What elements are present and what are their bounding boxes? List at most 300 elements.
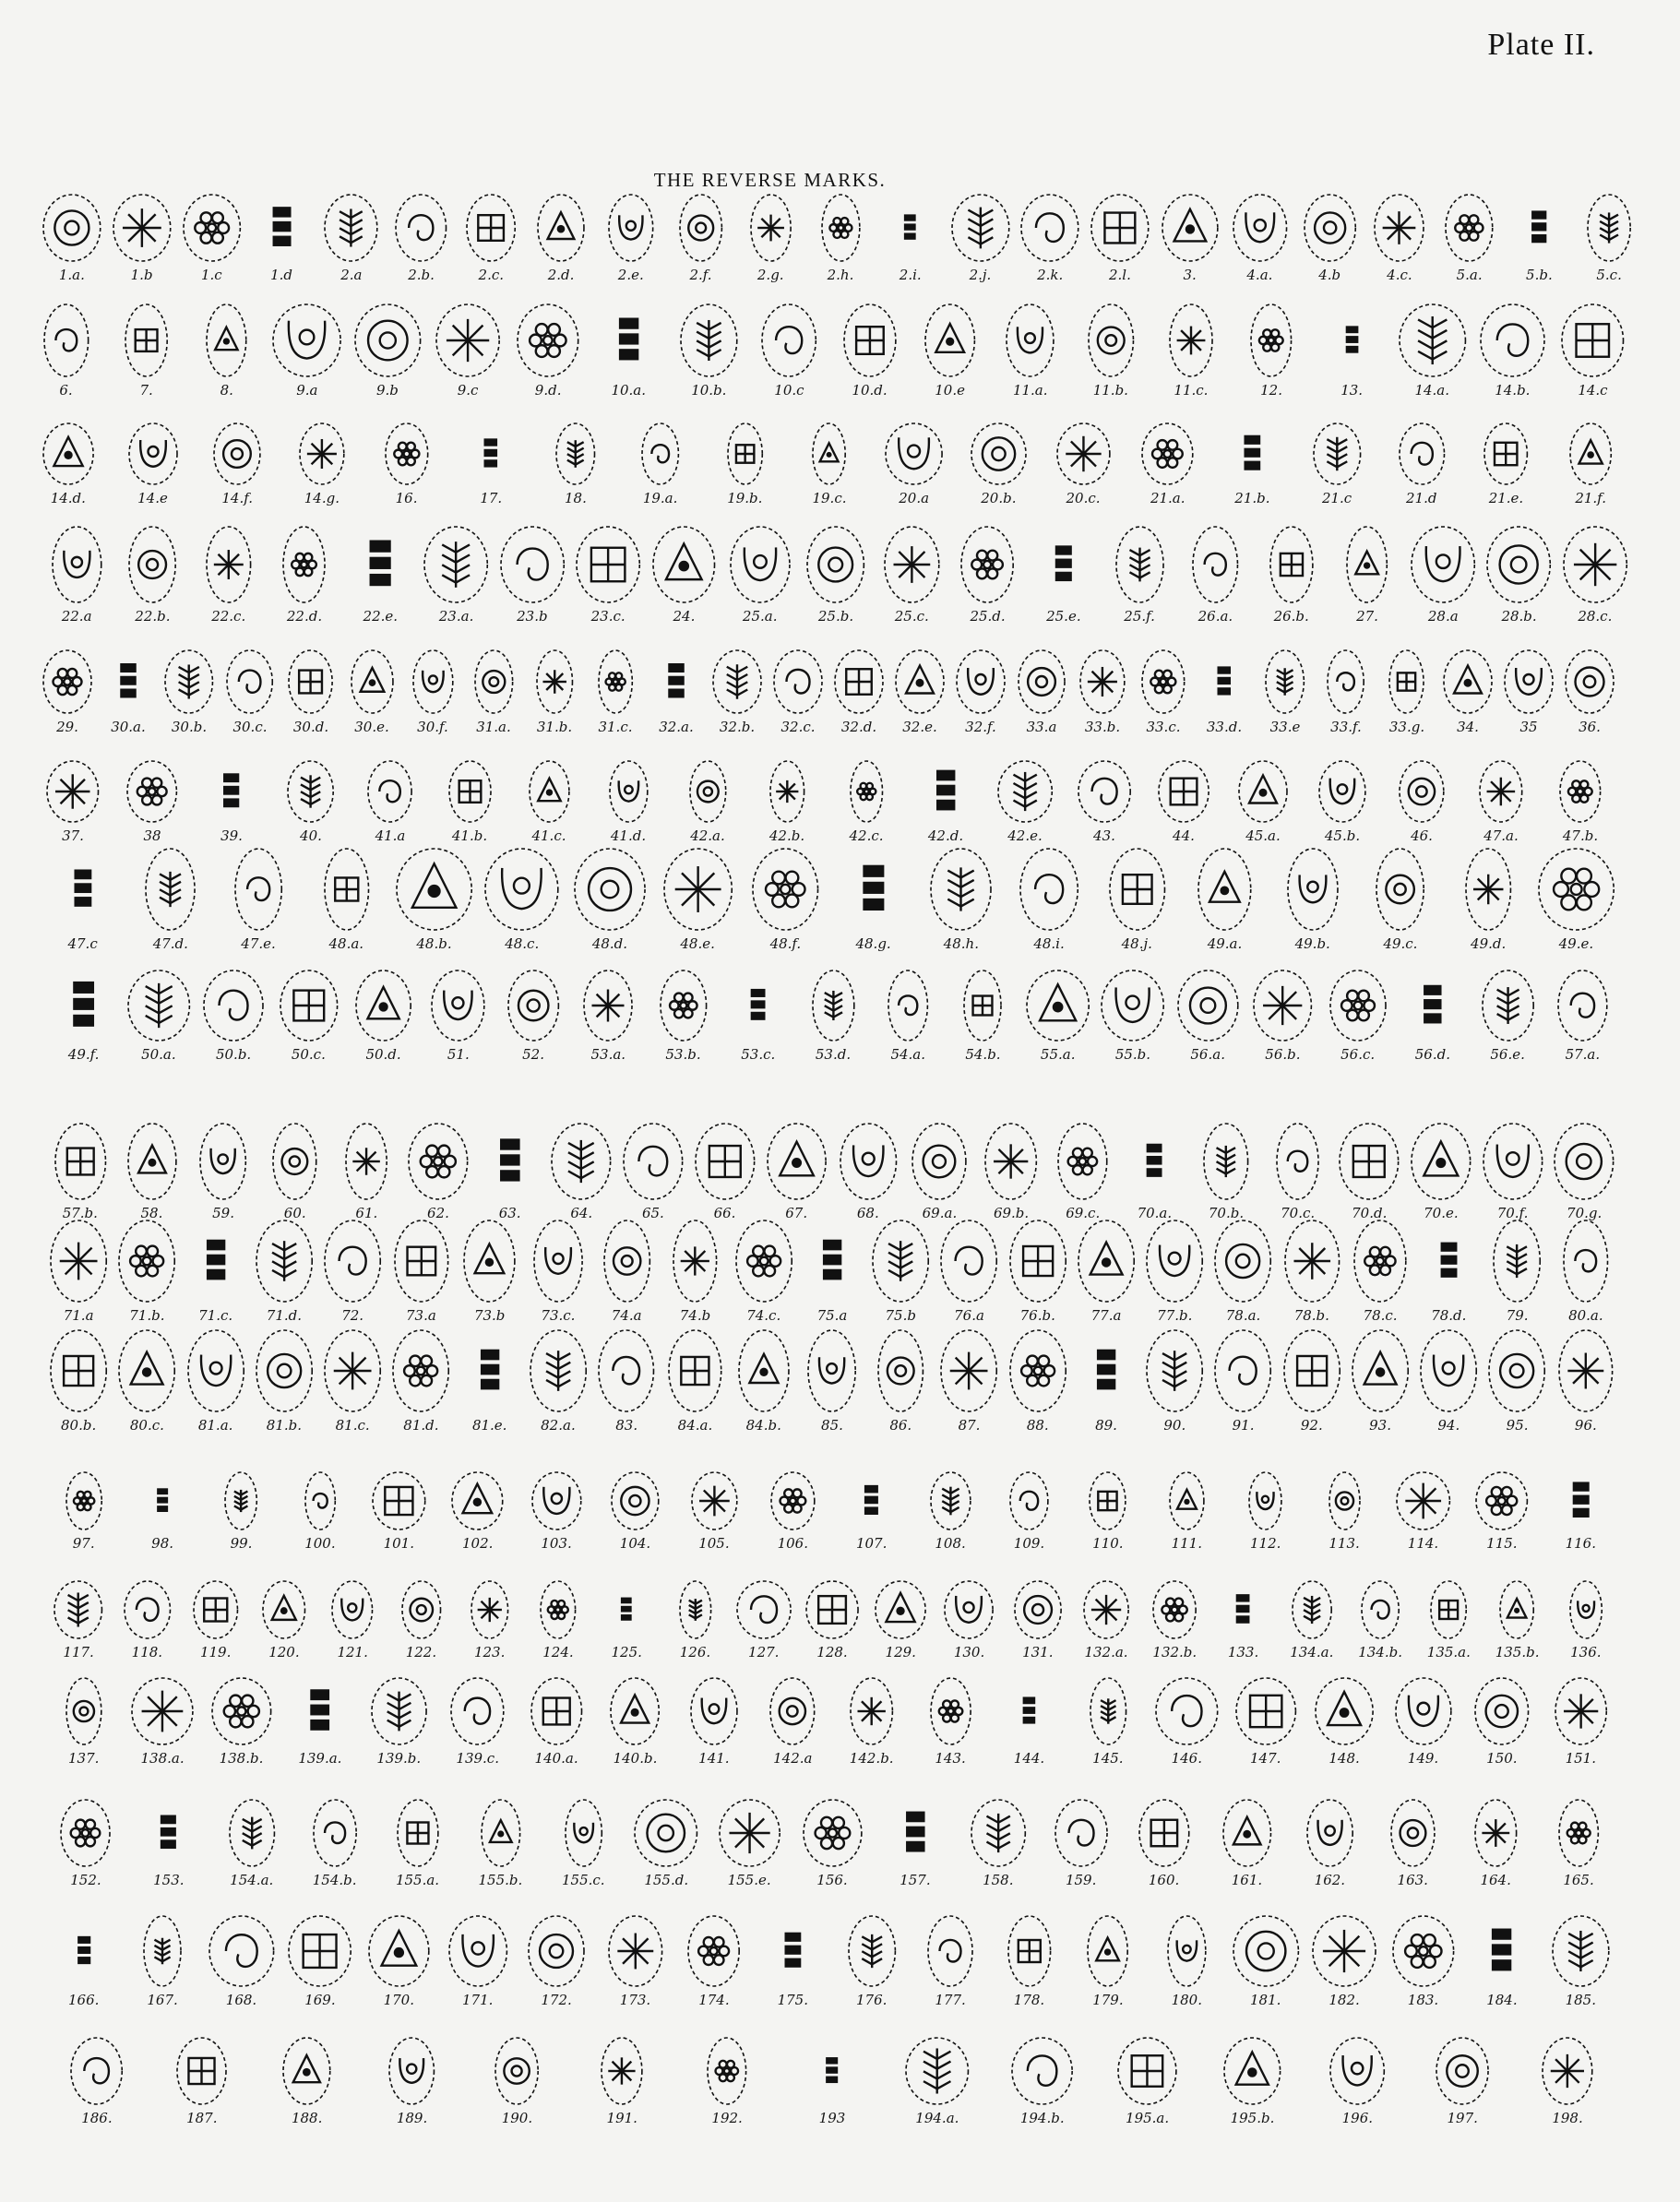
- reverse-mark: [1564, 649, 1615, 735]
- reverse-mark: [1515, 193, 1563, 283]
- mark-glyph: [608, 1579, 645, 1640]
- mark-label: 37.: [62, 827, 84, 844]
- mark-label: 2.f.: [689, 267, 712, 283]
- mark-glyph: [820, 193, 862, 263]
- reverse-mark: [465, 193, 517, 283]
- reverse-mark: [1404, 969, 1461, 1063]
- reverse-mark: [1249, 303, 1293, 399]
- reverse-mark: [803, 1219, 862, 1324]
- reverse-mark: [1537, 847, 1615, 952]
- reverse-mark: [323, 1219, 382, 1324]
- mark-glyph: [1395, 1470, 1451, 1531]
- reverse-mark: [287, 1914, 352, 2008]
- reverse-mark: [1008, 1328, 1067, 1434]
- mark-label: 135.a.: [1426, 1644, 1471, 1660]
- mark-glyph: [430, 969, 486, 1042]
- mark-glyph: [42, 649, 93, 715]
- mark-label: 14.f.: [221, 490, 254, 506]
- mark-glyph: [1056, 1122, 1109, 1201]
- mark-glyph: [255, 1328, 314, 1413]
- reverse-mark: [1129, 1122, 1179, 1221]
- reverse-mark: [1176, 969, 1240, 1063]
- mark-label: 2.c.: [478, 267, 505, 283]
- mark-label: 82.a.: [541, 1417, 576, 1434]
- plate-title: THE REVERSE MARKS.: [653, 169, 887, 191]
- mark-label: 54.a.: [890, 1046, 926, 1063]
- mark-glyph: [123, 1579, 172, 1640]
- mark-glyph: [1410, 525, 1476, 604]
- mark-label: 9.a: [296, 382, 318, 399]
- mark-label: 135.b.: [1495, 1644, 1540, 1660]
- reverse-mark: [347, 525, 413, 625]
- reverse-mark: [186, 1328, 245, 1434]
- mark-label: 48.a.: [328, 935, 364, 952]
- mark-glyph: [391, 1328, 450, 1413]
- mark-glyph: [751, 847, 820, 932]
- reverse-mark: [1557, 1798, 1600, 1888]
- mark-glyph: [527, 1914, 586, 1988]
- mark-glyph: [130, 1676, 195, 1746]
- reverse-mark: [1562, 525, 1628, 625]
- mark-glyph: [690, 1470, 739, 1531]
- reverse-mark: [849, 759, 885, 844]
- reverse-mark: [904, 2036, 970, 2126]
- mark-glyph: [1303, 193, 1357, 263]
- reverse-mark: [298, 422, 346, 506]
- reverse-mark: [734, 1219, 793, 1324]
- reverse-mark: [876, 1328, 924, 1434]
- reverse-mark: [805, 525, 865, 625]
- mark-glyph: [1037, 525, 1090, 604]
- reverse-mark: [766, 1122, 828, 1221]
- reverse-mark: [279, 969, 340, 1063]
- mark-label: 14.c: [1578, 382, 1608, 399]
- reverse-mark: [839, 1122, 899, 1221]
- mark-label: 33.e: [1269, 719, 1301, 735]
- mark-glyph: [225, 649, 274, 715]
- reverse-mark: [1551, 1914, 1611, 2008]
- mark-label: 6.: [59, 382, 73, 399]
- mark-glyph: [767, 1914, 819, 1988]
- reverse-mark: [1269, 525, 1315, 625]
- mark-glyph: [1398, 422, 1447, 486]
- mark-glyph: [1191, 525, 1239, 604]
- reverse-mark: [929, 847, 993, 952]
- mark-label: 141.: [698, 1750, 730, 1767]
- mark-label: 47.b.: [1562, 827, 1599, 844]
- reverse-mark: [1151, 1579, 1197, 1660]
- reverse-mark: [706, 2036, 748, 2126]
- mark-label: 140.a.: [534, 1750, 578, 1767]
- mark-glyph: [598, 303, 660, 378]
- mark-glyph: [1388, 649, 1425, 715]
- mark-label: 185.: [1565, 1992, 1596, 2008]
- mark-label: 150.: [1486, 1750, 1518, 1767]
- mark-label: 33.c.: [1146, 719, 1181, 735]
- mark-label: 57.a.: [1565, 1046, 1601, 1063]
- mark-label: 41.b.: [451, 827, 488, 844]
- reverse-mark: [233, 847, 283, 952]
- mark-label: 48.d.: [591, 935, 628, 952]
- reverse-mark: [387, 2036, 435, 2126]
- mark-glyph: [1055, 422, 1112, 486]
- mark-glyph: [286, 759, 335, 824]
- reverse-mark: [1025, 969, 1090, 1063]
- mark-label: 109.: [1013, 1535, 1045, 1552]
- mark-label: 163.: [1397, 1872, 1428, 1888]
- mark-label: 45.a.: [1245, 827, 1281, 844]
- reverse-mark: [650, 649, 702, 735]
- mark-label: 93.: [1369, 1417, 1391, 1434]
- reverse-mark: [1077, 1219, 1136, 1324]
- reverse-mark: [447, 759, 493, 844]
- reverse-mark: [42, 303, 90, 399]
- mark-glyph: [462, 1219, 517, 1303]
- mark-label: 110.: [1092, 1535, 1124, 1552]
- mark-label: 113.: [1329, 1535, 1360, 1552]
- reverse-mark: [535, 649, 574, 735]
- mark-glyph: [622, 1122, 685, 1201]
- mark-label: 28.b.: [1501, 608, 1537, 625]
- mark-label: 25.c.: [894, 608, 929, 625]
- mark-glyph: [939, 1328, 998, 1413]
- mark-glyph: [1564, 649, 1615, 715]
- mark-glyph: [127, 525, 177, 604]
- reverse-mark: [1423, 1219, 1475, 1324]
- mark-glyph: [1479, 303, 1546, 378]
- reverse-mark: [287, 649, 334, 735]
- mark-label: 107.: [855, 1535, 888, 1552]
- mark-label: 184.: [1486, 1992, 1518, 2008]
- reverse-mark: [1351, 1328, 1410, 1434]
- reverse-mark: [63, 1914, 105, 2008]
- mark-label: 129.: [885, 1644, 916, 1660]
- reverse-mark: [1482, 1122, 1544, 1221]
- mark-glyph: [125, 759, 178, 824]
- mark-glyph: [633, 1798, 698, 1868]
- reverse-mark: [840, 847, 907, 952]
- mark-glyph: [1568, 1579, 1603, 1640]
- mark-label: 39.: [220, 827, 243, 844]
- mark-glyph: [894, 649, 946, 715]
- reverse-mark: [769, 1676, 816, 1767]
- reverse-mark: [367, 1914, 431, 2008]
- mark-glyph: [528, 759, 571, 824]
- mark-label: 10.c: [774, 382, 804, 399]
- mark-glyph: [811, 422, 847, 486]
- mark-label: 195.b.: [1230, 2110, 1275, 2126]
- reverse-mark: [225, 649, 274, 735]
- mark-label: 26.a.: [1197, 608, 1233, 625]
- mark-glyph: [1114, 525, 1165, 604]
- mark-glyph: [1017, 649, 1066, 715]
- reverse-mark: [127, 525, 177, 625]
- mark-glyph: [281, 525, 327, 604]
- mark-label: 183.: [1407, 1992, 1439, 2008]
- reverse-mark: [1487, 1328, 1546, 1434]
- mark-glyph: [1232, 1914, 1300, 1988]
- reverse-mark: [1222, 2036, 1282, 2126]
- reverse-mark: [228, 1798, 276, 1888]
- mark-label: 47.e.: [241, 935, 276, 952]
- mark-label: 23.a.: [438, 608, 474, 625]
- reverse-mark: [460, 1328, 519, 1434]
- mark-glyph: [42, 422, 95, 486]
- mark-glyph: [1145, 1219, 1204, 1303]
- mark-glyph: [640, 422, 680, 486]
- mark-glyph: [876, 1328, 924, 1413]
- mark-glyph: [550, 1122, 613, 1201]
- mark-label: 74.c.: [746, 1307, 781, 1324]
- reverse-mark: [1555, 1470, 1607, 1552]
- reverse-mark: [737, 1328, 791, 1434]
- mark-glyph: [1249, 303, 1293, 378]
- reverse-mark: [729, 525, 792, 625]
- mark-glyph: [411, 649, 455, 715]
- mark-label: 42.b.: [769, 827, 805, 844]
- mark-glyph: [271, 1122, 318, 1201]
- mark-label: 168.: [225, 1992, 257, 2008]
- mark-label: 9.c: [457, 382, 479, 399]
- mark-glyph: [1283, 1219, 1341, 1303]
- mark-label: 42.e.: [1007, 827, 1043, 844]
- mark-label: 155.a.: [395, 1872, 440, 1888]
- mark-glyph: [539, 1579, 578, 1640]
- mark-glyph: [529, 1328, 588, 1413]
- mark-label: 86.: [889, 1417, 912, 1434]
- reverse-mark: [102, 649, 154, 735]
- mark-label: 140.b.: [613, 1750, 658, 1767]
- mark-label: 174.: [698, 1992, 730, 2008]
- mark-label: 14.a.: [1414, 382, 1450, 399]
- mark-label: 49.e.: [1558, 935, 1594, 952]
- reverse-mark: [450, 1470, 505, 1552]
- mark-glyph: [480, 1798, 522, 1868]
- mark-glyph: [1086, 1914, 1129, 1988]
- mark-label: 96.: [1574, 1417, 1597, 1434]
- reverse-mark: [760, 303, 817, 399]
- mark-glyph: [1138, 1798, 1191, 1868]
- mark-glyph: [353, 303, 423, 378]
- reverse-mark: [1373, 193, 1425, 283]
- mark-label: 14.d.: [50, 490, 86, 506]
- mark-label: 28.a: [1427, 608, 1459, 625]
- reverse-mark: [281, 525, 327, 625]
- mark-glyph: [395, 847, 473, 932]
- mark-glyph: [805, 525, 865, 604]
- reverse-mark: [842, 303, 898, 399]
- reverse-mark: [1426, 1579, 1471, 1660]
- mark-label: 47.c: [67, 935, 98, 952]
- mark-label: 26.b.: [1273, 608, 1309, 625]
- mark-label: 1.d: [270, 267, 293, 283]
- mark-label: 31.a.: [476, 719, 511, 735]
- mark-glyph: [1008, 1328, 1067, 1413]
- mark-glyph: [261, 1579, 307, 1640]
- mark-glyph: [1442, 649, 1494, 715]
- reverse-mark: [1145, 1219, 1204, 1324]
- reverse-mark: [883, 525, 941, 625]
- reverse-mark: [640, 422, 680, 506]
- mark-label: 194.b.: [1019, 2110, 1065, 2126]
- mark-glyph: [597, 649, 634, 715]
- mark-glyph: [1222, 2036, 1282, 2106]
- mark-glyph: [1557, 1328, 1614, 1413]
- mark-glyph: [210, 1676, 273, 1746]
- mark-label: 22.e.: [363, 608, 399, 625]
- reverse-mark: [366, 759, 413, 844]
- mark-label: 42.d.: [927, 827, 964, 844]
- mark-label: 95.: [1506, 1417, 1529, 1434]
- mark-label: 62.: [427, 1205, 449, 1221]
- mark-glyph: [370, 1676, 428, 1746]
- mark-glyph: [287, 649, 334, 715]
- reverse-mark: [123, 1579, 172, 1660]
- mark-label: 48.i.: [1033, 935, 1065, 952]
- mark-glyph: [874, 1579, 927, 1640]
- reverse-mark: [1442, 649, 1494, 735]
- reverse-mark: [400, 1579, 443, 1660]
- reverse-mark: [182, 193, 242, 283]
- mark-glyph: [532, 1219, 584, 1303]
- mark-label: 43.: [1093, 827, 1115, 844]
- mark-glyph: [1140, 422, 1195, 486]
- mark-label: 53.a.: [590, 1046, 626, 1063]
- mark-label: 80.c.: [129, 1417, 164, 1434]
- mark-glyph: [1562, 1219, 1610, 1303]
- reverse-mark: [600, 2036, 644, 2126]
- mark-glyph: [806, 1328, 857, 1413]
- reverse-mark: [950, 193, 1011, 283]
- reverse-mark: [962, 969, 1003, 1063]
- mark-glyph: [564, 1798, 603, 1868]
- reverse-mark: [494, 2036, 540, 2126]
- mark-glyph: [726, 422, 764, 486]
- reverse-mark: [1221, 1798, 1272, 1888]
- mark-glyph: [367, 1914, 431, 1988]
- reverse-mark: [1558, 759, 1603, 844]
- mark-glyph: [839, 1122, 899, 1201]
- reverse-mark: [1056, 1122, 1109, 1221]
- mark-label: 120.: [268, 1644, 300, 1660]
- mark-label: 51.: [447, 1046, 470, 1063]
- mark-glyph: [1264, 649, 1305, 715]
- mark-glyph: [688, 759, 728, 824]
- reverse-mark: [751, 847, 820, 952]
- mark-glyph: [1410, 1122, 1472, 1201]
- mark-label: 158.: [983, 1872, 1014, 1888]
- mark-glyph: [1485, 525, 1552, 604]
- mark-glyph: [1474, 1470, 1529, 1531]
- mark-label: 44.: [1173, 827, 1195, 844]
- mark-glyph: [144, 847, 197, 932]
- reverse-mark: [1213, 1328, 1272, 1434]
- reverse-mark: [65, 1676, 103, 1767]
- mark-glyph: [186, 1328, 245, 1413]
- mark-glyph: [1090, 193, 1150, 263]
- mark-label: 149.: [1407, 1750, 1439, 1767]
- reverse-mark: [208, 1914, 276, 2008]
- reverse-mark: [679, 303, 739, 399]
- mark-glyph: [812, 2036, 852, 2106]
- reverse-mark: [1237, 759, 1289, 844]
- mark-glyph: [535, 649, 574, 715]
- mark-label: 181.: [1249, 1992, 1281, 2008]
- mark-glyph: [582, 969, 634, 1042]
- mark-glyph: [255, 1219, 314, 1303]
- mark-label: 80.a.: [1568, 1307, 1603, 1324]
- reverse-mark: [49, 1328, 108, 1434]
- mark-glyph: [772, 649, 824, 715]
- mark-glyph: [55, 847, 111, 932]
- reverse-mark: [1286, 847, 1340, 952]
- mark-glyph: [1560, 303, 1626, 378]
- mark-label: 125.: [611, 1644, 642, 1660]
- mark-label: 22.d.: [286, 608, 323, 625]
- mark-label: 162.: [1314, 1872, 1346, 1888]
- mark-label: 76.a: [954, 1307, 984, 1324]
- mark-label: 66.: [713, 1205, 736, 1221]
- mark-label: 33.d.: [1206, 719, 1243, 735]
- mark-label: 46.: [1411, 827, 1433, 844]
- mark-label: 19.c.: [812, 490, 847, 506]
- mark-glyph: [192, 1579, 239, 1640]
- mark-glyph: [734, 1219, 793, 1303]
- mark-label: 78.b.: [1293, 1307, 1329, 1324]
- mark-glyph: [49, 1328, 108, 1413]
- reverse-mark: [1312, 422, 1363, 506]
- reverse-mark: [370, 1676, 428, 1767]
- mark-glyph: [804, 1579, 860, 1640]
- reverse-mark: [939, 1219, 998, 1324]
- mark-label: 138.a.: [140, 1750, 185, 1767]
- reverse-mark: [959, 525, 1015, 625]
- mark-label: 189.: [396, 2110, 428, 2126]
- mark-label: 5.a.: [1456, 267, 1483, 283]
- reverse-mark: [609, 1676, 661, 1767]
- mark-label: 170.: [383, 1992, 414, 2008]
- mark-glyph: [323, 1328, 382, 1413]
- mark-glyph: [1419, 1328, 1478, 1413]
- mark-label: 47.a.: [1483, 827, 1519, 844]
- mark-label: 133.: [1227, 1644, 1259, 1660]
- mark-glyph: [1554, 1676, 1608, 1746]
- reverse-mark: [667, 1328, 723, 1434]
- reverse-mark: [371, 1470, 427, 1552]
- mark-glyph: [1054, 1798, 1109, 1868]
- mark-glyph: [887, 969, 929, 1042]
- mark-label: 146.: [1171, 1750, 1202, 1767]
- mark-label: 28.c.: [1578, 608, 1613, 625]
- reverse-mark: [323, 847, 371, 952]
- mark-label: 33.b.: [1084, 719, 1121, 735]
- reverse-mark: [607, 193, 655, 283]
- mark-label: 5.b.: [1526, 267, 1553, 283]
- mark-label: 186.: [81, 2110, 113, 2126]
- mark-label: 14.e: [137, 490, 168, 506]
- reverse-mark: [886, 1798, 946, 1888]
- reverse-mark: [1398, 422, 1447, 506]
- reverse-mark: [769, 1470, 816, 1552]
- mark-label: 75.a: [816, 1307, 848, 1324]
- mark-glyph: [1464, 847, 1512, 932]
- mark-label: 40.: [300, 827, 322, 844]
- mark-glyph: [1435, 2036, 1490, 2106]
- mark-glyph: [223, 1470, 258, 1531]
- mark-glyph: [469, 422, 513, 486]
- mark-label: 50.d.: [365, 1046, 401, 1063]
- mark-label: 38: [143, 827, 161, 844]
